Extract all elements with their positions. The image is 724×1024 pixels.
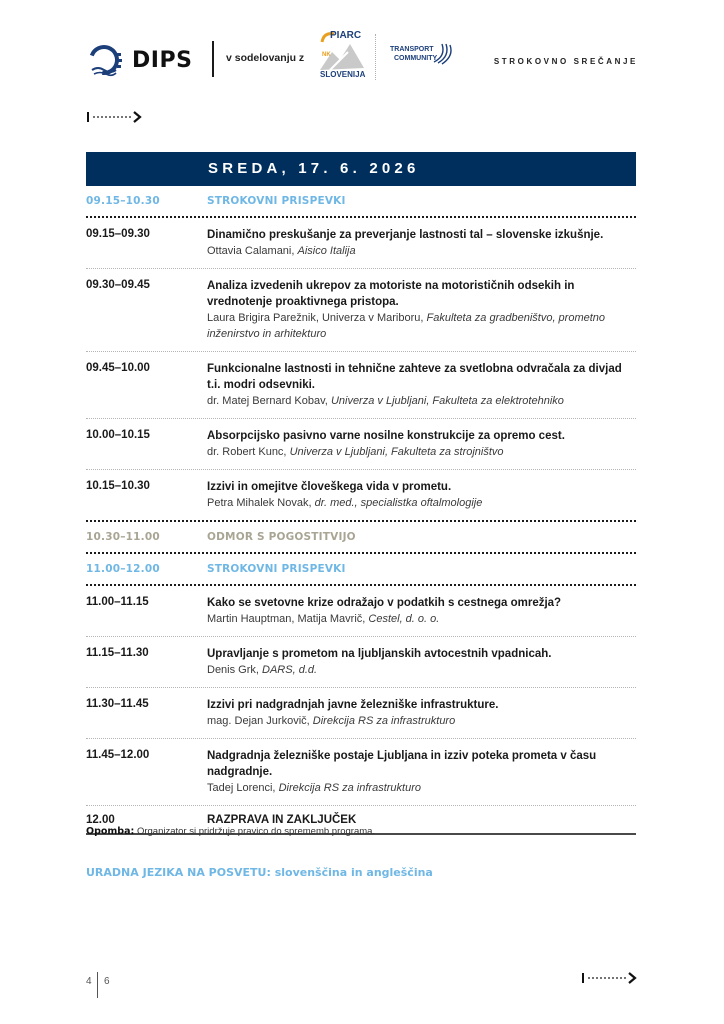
header — [86, 30, 638, 84]
program-note — [86, 826, 375, 837]
page-total: 6 — [104, 976, 110, 987]
table-row — [86, 470, 636, 520]
piarc-logo — [318, 30, 366, 84]
speaker-affiliation: dr. med., specialistka oftalmologije — [314, 497, 483, 509]
speaker-affiliation: Fakulteta za gradbeništvo, prometno inženirstvo in arhitekturo — [207, 312, 606, 340]
section-title: STROKOVNI PRISPEVKI — [207, 563, 346, 575]
nk-word: NK — [322, 52, 331, 58]
speaker-name: Ottavia Calamani, — [207, 245, 295, 257]
talk-title: Kako se svetovne krize odražajo v podatkih s cestnega omrežja? — [207, 597, 562, 609]
page-separator — [97, 972, 98, 998]
speaker-affiliation: Aisico Italija — [297, 245, 356, 257]
speaker-affiliation: DARS, d.d. — [262, 664, 318, 676]
note-text: Organizator si pridržuje pravico do sprememb programa. — [134, 826, 376, 837]
table-row — [86, 218, 636, 268]
brand-name: DIPS — [132, 47, 193, 73]
community-word: COMMUNITY — [394, 55, 438, 62]
talk-speaker — [207, 662, 627, 678]
talk-speaker — [207, 243, 627, 259]
dotted-arrow-icon — [86, 110, 144, 124]
talk-speaker — [207, 444, 627, 460]
table-row — [86, 586, 636, 636]
speaker-name: Tadej Lorenci, — [207, 782, 276, 794]
piarc-word: PIARC — [330, 30, 362, 41]
break-row — [86, 522, 636, 552]
speaker-name: dr. Matej Bernard Kobav, — [207, 395, 328, 407]
table-row — [86, 688, 636, 738]
talk-time: 11.30–11.45 — [86, 698, 149, 710]
talk-time: 11.45–12.00 — [86, 749, 150, 761]
speaker-name: Petra Mihalek Novak, — [207, 497, 312, 509]
speaker-name: Laura Brigira Parežnik, Univerza v Mariboru, — [207, 312, 424, 324]
talk-title: Absorpcijsko pasivno varne nosilne konstrukcije za opremo cest. — [207, 430, 565, 442]
talk-time: 10.00–10.15 — [86, 429, 150, 441]
transport-community-logo — [390, 42, 452, 70]
collab-text: v sodelovanju z — [226, 52, 305, 64]
table-row — [86, 269, 636, 351]
talk-title: Funkcionalne lastnosti in tehnične zahteve za svetlobna odvračala za divjad t.i. modri odsevniki. — [207, 363, 622, 391]
page-number: 4 — [86, 976, 92, 987]
talk-title: Izzivi pri nadgradnjah javne železniške infrastrukture. — [207, 699, 499, 711]
talk-title: Izzivi in omejitve človeškega vida v prometu. — [207, 481, 452, 493]
talk-title: Dinamično preskušanje za preverjanje lastnosti tal – slovenske izkušnje. — [207, 229, 604, 241]
talk-time: 09.45–10.00 — [86, 362, 150, 374]
transport-word: TRANSPORT — [390, 46, 434, 53]
talk-speaker — [207, 780, 627, 796]
note-label: Opomba: — [86, 826, 135, 837]
talk-title: Nadgradnja železniške postaje Ljubljana in izziv poteka prometa v času nadgradnje. — [207, 750, 597, 778]
table-row — [86, 352, 636, 418]
day-title: SREDA, 17. 6. 2026 — [208, 160, 420, 177]
talk-speaker — [207, 495, 627, 511]
table-row — [86, 637, 636, 687]
section-title: STROKOVNI PRISPEVKI — [207, 195, 346, 207]
speaker-affiliation: Univerza v Ljubljani, Fakulteta za elektrotehniko — [330, 395, 564, 407]
speaker-name: Martin Hauptman, Matija Mavrič, — [207, 613, 366, 625]
transport-arcs-icon — [432, 42, 452, 66]
section-time: 11.00–12.00 — [86, 563, 160, 575]
talk-time: 09.30–09.45 — [86, 279, 150, 291]
header-divider — [212, 41, 214, 77]
talk-speaker — [207, 713, 627, 729]
speaker-name: dr. Robert Kunc, — [207, 446, 287, 458]
speaker-affiliation: Direkcija RS za infrastrukturo — [278, 782, 421, 794]
dips-gear-icon — [86, 42, 122, 78]
break-title: ODMOR S POGOSTITVIJO — [207, 531, 356, 543]
table-row — [86, 739, 636, 805]
speaker-name: mag. Dejan Jurkovič, — [207, 715, 310, 727]
section-header-row — [86, 186, 636, 216]
talk-speaker — [207, 611, 627, 627]
official-languages: URADNA JEZIKA NA POSVETU: slovenščina in angleščina — [86, 866, 433, 879]
talk-time: 11.15–11.30 — [86, 647, 149, 659]
table-row — [86, 419, 636, 469]
next-page-arrow-icon[interactable] — [581, 971, 639, 985]
break-time: 10.30–11.00 — [86, 531, 160, 543]
talk-speaker — [207, 310, 627, 342]
talk-time: 11.00–11.15 — [86, 596, 149, 608]
logo-separator — [375, 34, 376, 80]
talk-title: Analiza izvedenih ukrepov za motoriste na motorističnih odsekih in vrednotenje proaktivnega pristopa. — [207, 280, 575, 308]
slovenija-word: SLOVENIJA — [320, 70, 366, 79]
final-time: 12.00 — [86, 814, 115, 826]
section-header-row — [86, 554, 636, 584]
day-banner — [86, 152, 636, 186]
talk-speaker — [207, 393, 627, 409]
talk-title: Upravljanje s prometom na ljubljanskih avtocestnih vpadnicah. — [207, 648, 552, 660]
speaker-name: Denis Grk, — [207, 664, 259, 676]
speaker-affiliation: Direkcija RS za infrastrukturo — [312, 715, 456, 727]
meeting-label: STROKOVNO SREČANJE — [493, 57, 638, 66]
speaker-affiliation: Cestel, d. o. o. — [368, 613, 440, 625]
section-time: 09.15–10.30 — [86, 195, 160, 207]
talk-time: 09.15–09.30 — [86, 228, 150, 240]
program-table — [86, 186, 636, 835]
talk-time: 10.15–10.30 — [86, 480, 150, 492]
speaker-affiliation: Univerza v Ljubljani, Fakulteta za strojništvo — [289, 446, 504, 458]
final-title: RAZPRAVA IN ZAKLJUČEK — [207, 814, 357, 826]
dips-logo — [86, 40, 202, 80]
